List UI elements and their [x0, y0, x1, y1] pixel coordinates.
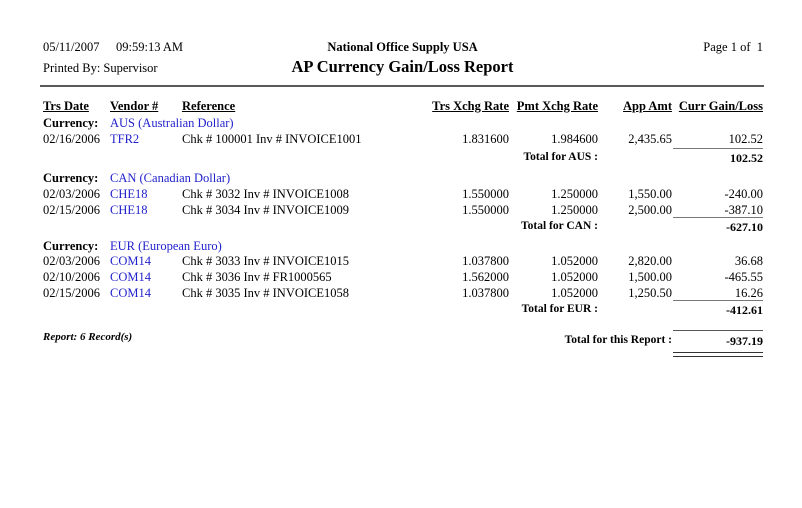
total-value: 102.52	[730, 151, 763, 165]
gain-loss-cell: -465.55	[724, 270, 763, 284]
vendor-cell: CHE18	[110, 203, 148, 217]
trs-date-cell: 02/16/2006	[43, 132, 100, 146]
currency-total-row-eur	[40, 300, 765, 318]
currency-label: Currency:	[43, 171, 99, 185]
trs-rate-cell: 1.562000	[462, 270, 509, 284]
currency-total-row-can	[40, 217, 765, 235]
app-amt-cell: 1,550.00	[628, 187, 672, 201]
report-total-double-rule	[673, 352, 763, 357]
table-row	[40, 254, 765, 270]
report-title: AP Currency Gain/Loss Report	[291, 57, 514, 76]
reference-cell: Chk # 3035 Inv # INVOICE1058	[182, 286, 350, 300]
app-amt-cell: 2,500.00	[628, 203, 672, 217]
header-pmt-rate: Pmt Xchg Rate	[516, 99, 598, 113]
currency-label: Currency:	[43, 239, 99, 253]
gain-loss-cell: -387.10	[724, 203, 763, 217]
reference-cell: Chk # 3034 Inv # INVOICE1009	[182, 203, 350, 217]
record-count-text: Report: 6 Record(s)	[43, 331, 133, 343]
table-header-row	[40, 99, 765, 115]
printed-by-label: Printed By: Supervisor	[43, 61, 158, 75]
currency-name: CAN (Canadian Dollar)	[110, 171, 231, 185]
gain-loss-cell: -240.00	[724, 187, 763, 201]
report-total-label: Total for this Report :	[564, 334, 672, 346]
pmt-rate-cell: 1.250000	[551, 187, 598, 201]
total-overline	[673, 217, 763, 218]
trs-date-cell: 02/10/2006	[43, 270, 100, 284]
currency-name: AUS (Australian Dollar)	[110, 116, 234, 130]
trs-rate-cell: 1.550000	[462, 187, 509, 201]
currency-total-row-aus	[40, 148, 765, 166]
total-label: Total for EUR :	[521, 303, 598, 315]
report-title-row	[40, 57, 765, 79]
header-vendor: Vendor #	[110, 99, 159, 113]
header-gain-loss: Curr Gain/Loss	[678, 99, 763, 113]
pmt-rate-cell: 1.984600	[551, 132, 598, 146]
trs-rate-cell: 1.550000	[462, 203, 509, 217]
header-reference: Reference	[182, 99, 236, 113]
reference-cell: Chk # 3033 Inv # INVOICE1015	[182, 254, 350, 268]
app-amt-cell: 2,435.65	[628, 132, 672, 146]
reference-cell: Chk # 3036 Inv # FR1000565	[182, 270, 332, 284]
report-total-row	[40, 330, 765, 360]
pmt-rate-cell: 1.052000	[551, 270, 598, 284]
header-trs-rate: Trs Xchg Rate	[432, 99, 509, 113]
currency-header-eur	[40, 239, 765, 255]
total-label: Total for AUS :	[523, 151, 598, 163]
total-value: -412.61	[726, 303, 763, 317]
vendor-cell: COM14	[110, 254, 151, 268]
trs-rate-cell: 1.037800	[462, 254, 509, 268]
reference-cell: Chk # 3032 Inv # INVOICE1008	[182, 187, 350, 201]
trs-date-cell: 02/03/2006	[43, 254, 100, 268]
trs-rate-cell: 1.037800	[462, 286, 509, 300]
trs-date-cell: 02/15/2006	[43, 203, 100, 217]
table-row	[40, 270, 765, 286]
gain-loss-cell: 102.52	[728, 132, 763, 146]
report-meta-line1	[40, 40, 765, 56]
app-amt-cell: 1,250.50	[628, 286, 672, 300]
trs-rate-cell: 1.831600	[462, 132, 509, 146]
currency-name: EUR (European Euro)	[110, 239, 222, 253]
total-overline	[673, 148, 763, 149]
page-number: Page 1 of 1	[703, 40, 763, 54]
header-rule	[40, 85, 764, 87]
currency-label: Currency:	[43, 116, 99, 130]
table-row	[40, 187, 765, 203]
header-app-amt: App Amt	[623, 99, 672, 113]
report-total-value: -937.19	[726, 334, 763, 348]
vendor-cell: COM14	[110, 286, 151, 300]
pmt-rate-cell: 1.052000	[551, 286, 598, 300]
vendor-cell: CHE18	[110, 187, 148, 201]
header-trs-date: Trs Date	[43, 99, 89, 113]
company-name: National Office Supply USA	[327, 40, 478, 54]
currency-header-can	[40, 171, 765, 187]
reference-cell: Chk # 100001 Inv # INVOICE1001	[182, 132, 362, 146]
report-total-overline	[673, 330, 763, 331]
vendor-cell: COM14	[110, 270, 151, 284]
vendor-cell: TFR2	[110, 132, 140, 146]
app-amt-cell: 2,820.00	[628, 254, 672, 268]
pmt-rate-cell: 1.250000	[551, 203, 598, 217]
table-row	[40, 132, 765, 148]
trs-date-cell: 02/03/2006	[43, 187, 100, 201]
gain-loss-cell: 36.68	[734, 254, 763, 268]
total-value: -627.10	[726, 220, 763, 234]
total-overline	[673, 300, 763, 301]
trs-date-cell: 02/15/2006	[43, 286, 100, 300]
total-label: Total for CAN :	[521, 220, 598, 232]
app-amt-cell: 1,500.00	[628, 270, 672, 284]
print-time: 09:59:13 AM	[116, 40, 184, 54]
print-date: 05/11/2007	[43, 40, 100, 54]
currency-header-aus	[40, 116, 765, 132]
gain-loss-cell: 16.26	[734, 286, 763, 300]
pmt-rate-cell: 1.052000	[551, 254, 598, 268]
